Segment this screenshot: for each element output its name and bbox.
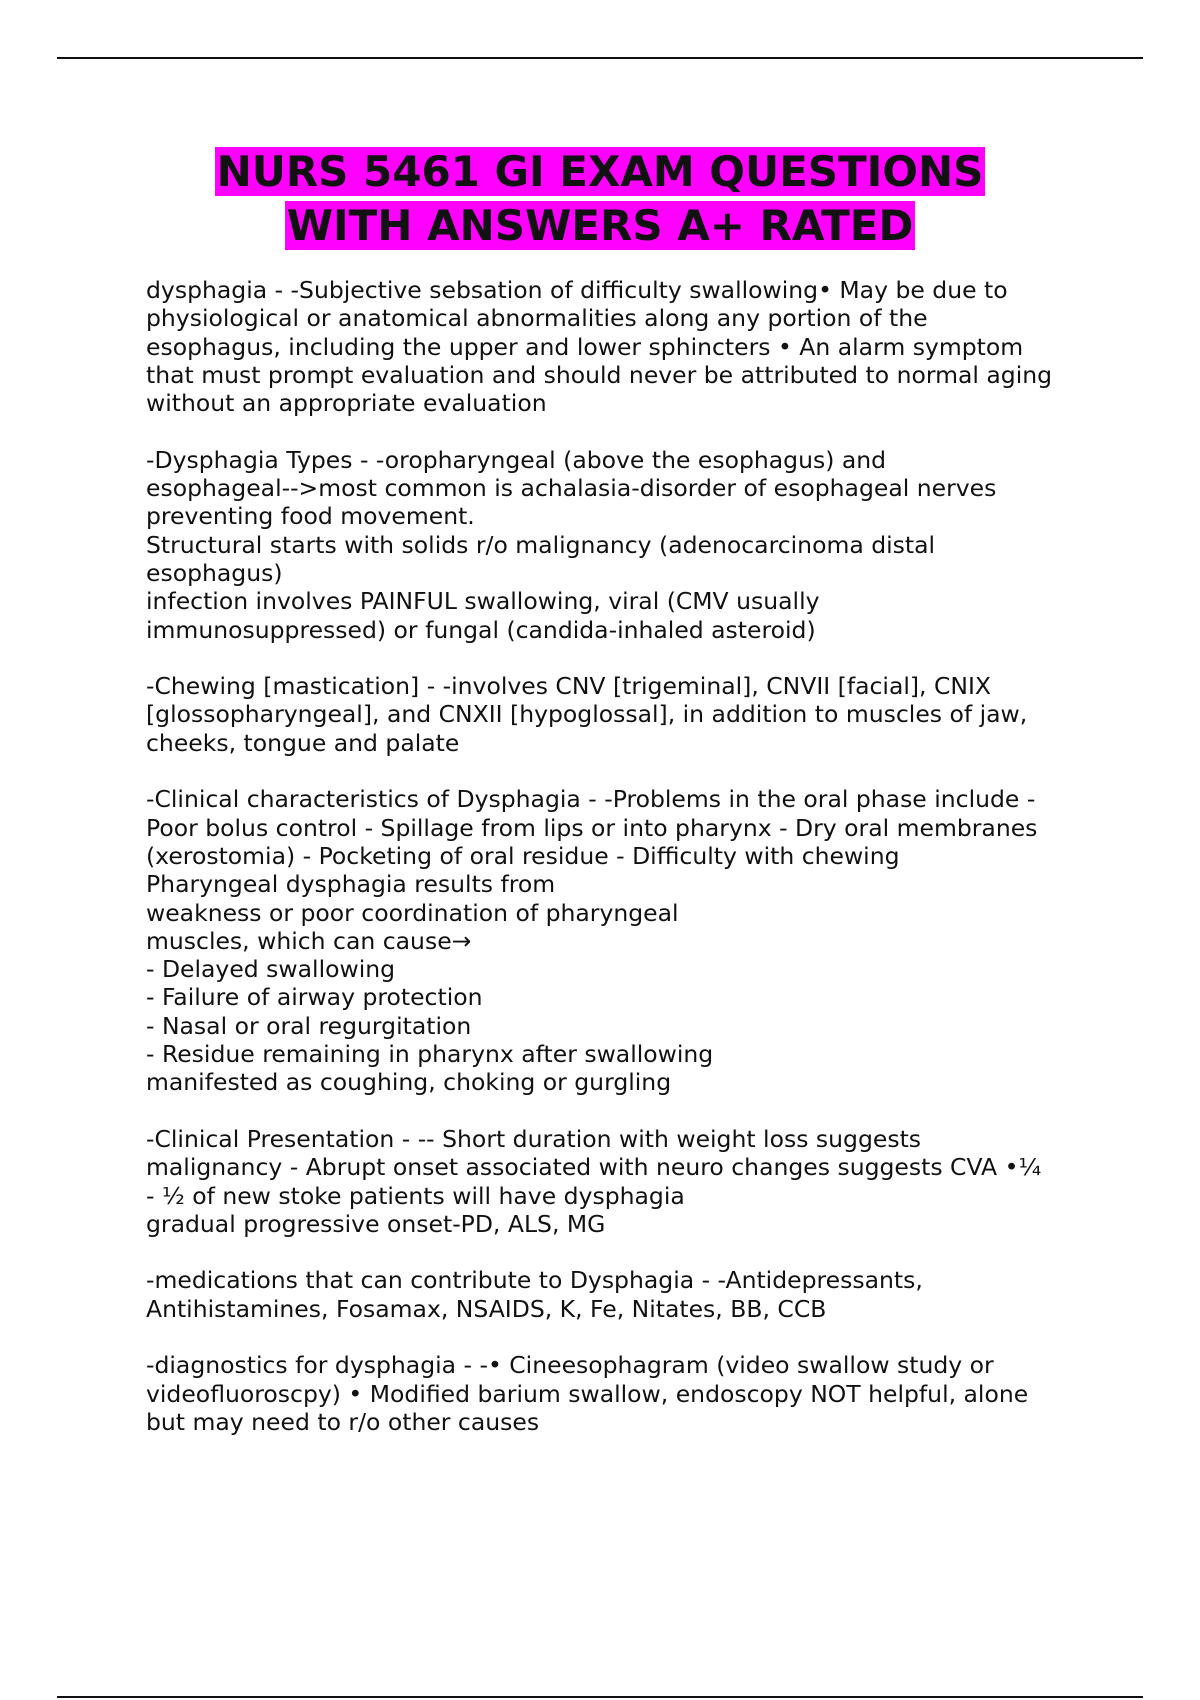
entry-text-line: infection involves PAINFUL swallowing, viral (CMV usually [146,587,820,616]
entry-text-line: Structural starts with solids r/o malignancy (adenocarcinoma distal [146,530,936,559]
entry-text-line: Pharyngeal dysphagia results from [146,870,556,899]
entry-text-line: immunosuppressed) or fungal (candida-inhaled asteroid) [146,615,816,644]
qa-entry [146,1266,1096,1323]
top-rule [57,57,1143,59]
title-line-2: WITH ANSWERS A+ RATED [286,201,914,250]
entry-text-line: esophagus, including the upper and lower sphincters • An alarm symptom [146,332,1024,361]
entry-text-line: Poor bolus control - Spillage from lips or into pharynx - Dry oral membranes [146,813,1038,842]
entry-text-line: -Dysphagia Types - -oropharyngeal (above the esophagus) and [146,445,887,474]
entry-text-line: dysphagia - -Subjective sebsation of difficulty swallowing• May be due to [146,276,1008,304]
qa-entry [146,1125,1096,1238]
entry-text-line: - Nasal or oral regurgitation [146,1011,472,1040]
entry-text-line: (xerostomia) - Pocketing of oral residue - Difficulty with chewing [146,841,900,870]
title-line-1: NURS 5461 GI EXAM QUESTIONS [216,147,984,196]
entry-text-line: esophagus) [146,558,283,587]
entry-text-line: videofluoroscpy) • Modified barium swallow, endoscopy NOT helpful, alone [146,1379,1029,1408]
document-body [146,276,1096,1464]
entry-text-line: gradual progressive onset-PD, ALS, MG [146,1209,606,1238]
qa-entry [146,446,1096,644]
entry-text-line: -Clinical characteristics of Dysphagia - -Problems in the oral phase include - [146,785,1036,814]
entry-text-line: manifested as coughing, choking or gurgling [146,1068,672,1097]
entry-text-line: muscles, which can cause→ [146,926,472,955]
entry-text-line: - Delayed swallowing [146,955,396,984]
qa-entry [146,1351,1096,1436]
entry-text-line: preventing food movement. [146,502,475,531]
entry-text-line: without an appropriate evaluation [146,389,547,418]
entry-text-line: esophageal-->most common is achalasia-disorder of esophageal nerves [146,474,997,503]
entry-text-line: malignancy - Abrupt onset associated with neuro changes suggests CVA •¼ [146,1153,1042,1182]
entry-text-line: -Chewing [mastication] - -involves CNV [trigeminal], CNVII [facial], CNIX [146,672,992,701]
entry-text-line: -medications that can contribute to Dysphagia - -Antidepressants, [146,1266,923,1295]
bottom-rule [57,1696,1143,1698]
entry-text-line: physiological or anatomical abnormalities along any portion of the [146,304,928,333]
document-title [60,145,1140,253]
entry-text-line: - ½ of new stoke patients will have dysphagia [146,1181,685,1210]
entry-text-line: that must prompt evaluation and should never be attributed to normal aging [146,360,1053,389]
qa-entry [146,785,1096,1096]
entry-text-line: - Failure of airway protection [146,983,483,1012]
entry-text-line: Antihistamines, Fosamax, NSAIDS, K, Fe, Nitates, BB, CCB [146,1294,827,1323]
entry-text-line: weakness or poor coordination of pharyngeal [146,898,679,927]
entry-text-line: - Residue remaining in pharynx after swallowing [146,1040,714,1069]
entry-text-line: cheeks, tongue and palate [146,728,460,757]
qa-entry [146,672,1096,757]
entry-text-line: -diagnostics for dysphagia - -• Cineesophagram (video swallow study or [146,1351,994,1380]
qa-entry [146,276,1096,417]
entry-text-line: -Clinical Presentation - -- Short duration with weight loss suggests [146,1124,922,1153]
entry-text-line: but may need to r/o other causes [146,1407,540,1436]
entry-text-line: [glossopharyngeal], and CNXII [hypoglossal], in addition to muscles of jaw, [146,700,1028,729]
